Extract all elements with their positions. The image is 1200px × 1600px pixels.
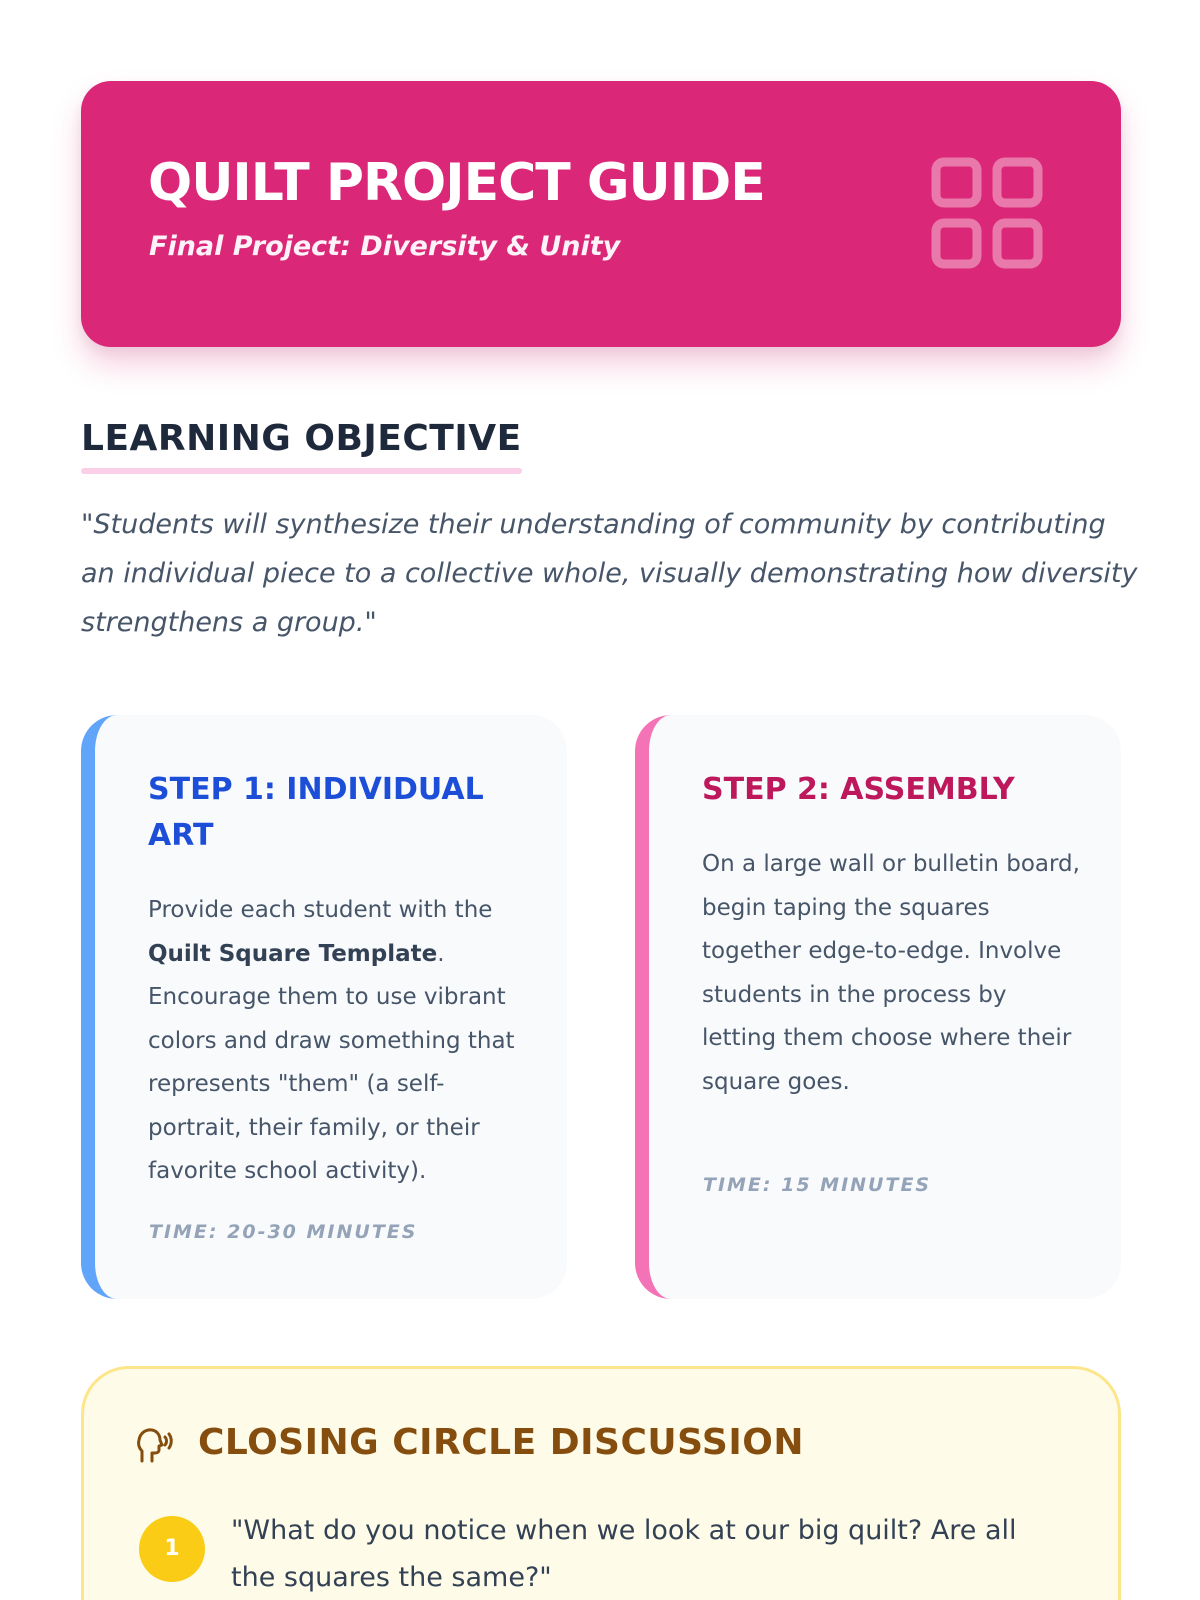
speaking-head-icon: [136, 1425, 176, 1465]
page-subtitle: Final Project: Diversity & Unity: [149, 231, 621, 262]
step-time: TIME: 15 MINUTES: [703, 1174, 932, 1196]
objective-text: "Students will synthesize their understanding of community by contributing an individual piece to a collective whole, visually demonstrating how diversity strengthens a group.": [81, 509, 1138, 638]
step-title: STEP 1: INDIVIDUAL ART: [148, 772, 484, 853]
project-header: [81, 81, 1121, 347]
closing-discussion-panel: [81, 1366, 1121, 1600]
step-description: Provide each student with the Quilt Square Template. Encourage them to use vibrant colors and draw something that represents "them" (a self-portrait, their family, or their favorite school activity).: [148, 897, 515, 1184]
step-card-individual-art: [81, 715, 567, 1299]
step-description: On a large wall or bulletin board, begin taping the squares together edge-to-edge. Involve students in the process by letting them choose where their square goes.: [702, 851, 1080, 1095]
question-number-badge: 1: [139, 1516, 205, 1582]
objective-heading: LEARNING OBJECTIVE: [81, 418, 522, 459]
discussion-heading: CLOSING CIRCLE DISCUSSION: [198, 1422, 804, 1463]
step-card-assembly: [635, 715, 1121, 1299]
step-title: STEP 2: ASSEMBLY: [702, 772, 1015, 807]
grid-icon: [931, 157, 1045, 271]
question-text: "What do you notice when we look at our big quilt? Are all the squares the same?": [231, 1515, 1017, 1593]
step-time: TIME: 20-30 MINUTES: [149, 1221, 418, 1243]
template-name: Quilt Square Template: [148, 940, 438, 967]
page-title: QUILT PROJECT GUIDE: [148, 153, 765, 213]
heading-underline: [81, 468, 522, 474]
